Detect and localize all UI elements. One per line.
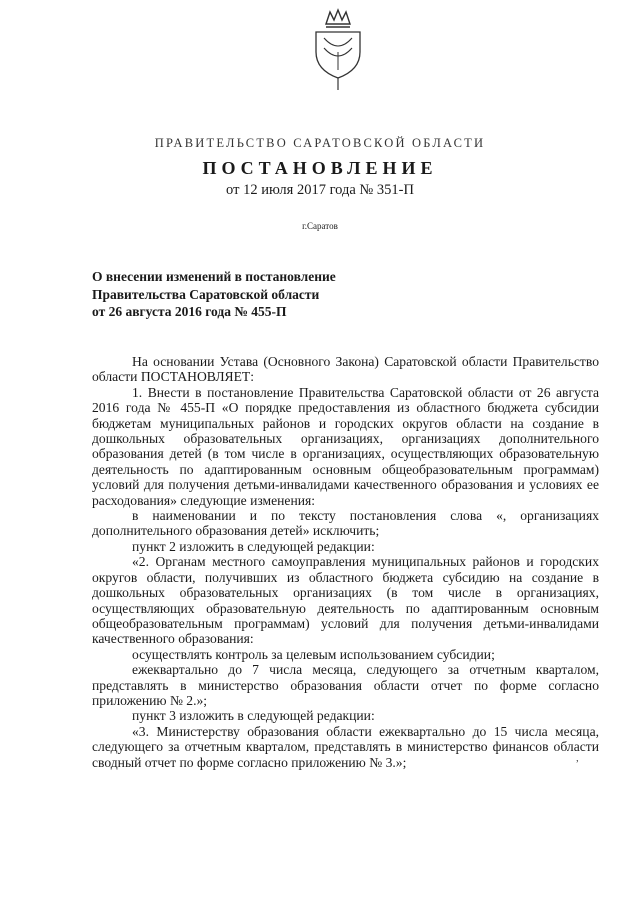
body-paragraph: ежеквартально до 7 числа месяца, следующего за отчетным кварталом, представлять в министерство образования области отчет по форме согласно приложению № 2.»; [92,662,599,708]
body-paragraph: «3. Министерству образования области ежеквартально до 15 числа месяца, следующего за отчетным кварталом, представлять в министерство финансов области сводный отчет по форме согласно приложению № 3.»; [92,723,599,770]
government-name: ПРАВИТЕЛЬСТВО САРАТОВСКОЙ ОБЛАСТИ [154,136,486,150]
document-body [92,354,599,770]
subject-line: от 26 августа 2016 года № 455-П [92,304,287,319]
body-paragraph: пункт 2 изложить в следующей редакции: [132,538,375,554]
body-paragraph: «2. Органам местного самоуправления муниципальных районов и городских округов области, получивших из областного бюджета субсидию на создание в дошкольных образовательных организациях (в том числе в организациях, осуществляющих образовательную деятельность по адаптированным основным общеобразовательным программам) условий для получения детьми-инвалидами качественного образования: [92,554,599,647]
margin-mark: , [576,752,579,764]
body-paragraph: 1. Внести в постановление Правительства Саратовской области от 26 августа 2016 года № 455-П «О порядке предоставления из областного бюджета субсидии бюджетам муниципальных районов и городских округов области на создание в дошкольных образовательных организациях, организациях дополнительного образования детей (в том числе в организациях, осуществляющих образовательную деятельность по адаптированным основным общеобразовательным программам) условий для получения детьми-инвалидами качественного образования и условиях ее расходования» следующие изменения: [92,384,599,508]
document-type: ПОСТАНОВЛЕНИЕ [202,158,438,178]
city: г.Саратов [302,221,338,231]
date-number: от 12 июля 2017 года № 351-П [226,182,414,198]
subject-title [92,268,392,321]
subject-line: О внесении изменений в постановление [92,269,336,284]
body-paragraph: пункт 3 изложить в следующей редакции: [132,708,375,724]
saratov-coat-of-arms-icon [312,8,364,92]
body-paragraph: в наименовании и по тексту постановления слова «, организациях дополнительного образования детей» исключить; [92,508,599,539]
body-paragraph: На основании Устава (Основного Закона) Саратовской области Правительство области ПОСТАНОВЛЯЕТ: [92,354,599,385]
body-paragraph: осуществлять контроль за целевым использованием субсидии; [132,646,495,662]
subject-line: Правительства Саратовской области [92,286,320,302]
